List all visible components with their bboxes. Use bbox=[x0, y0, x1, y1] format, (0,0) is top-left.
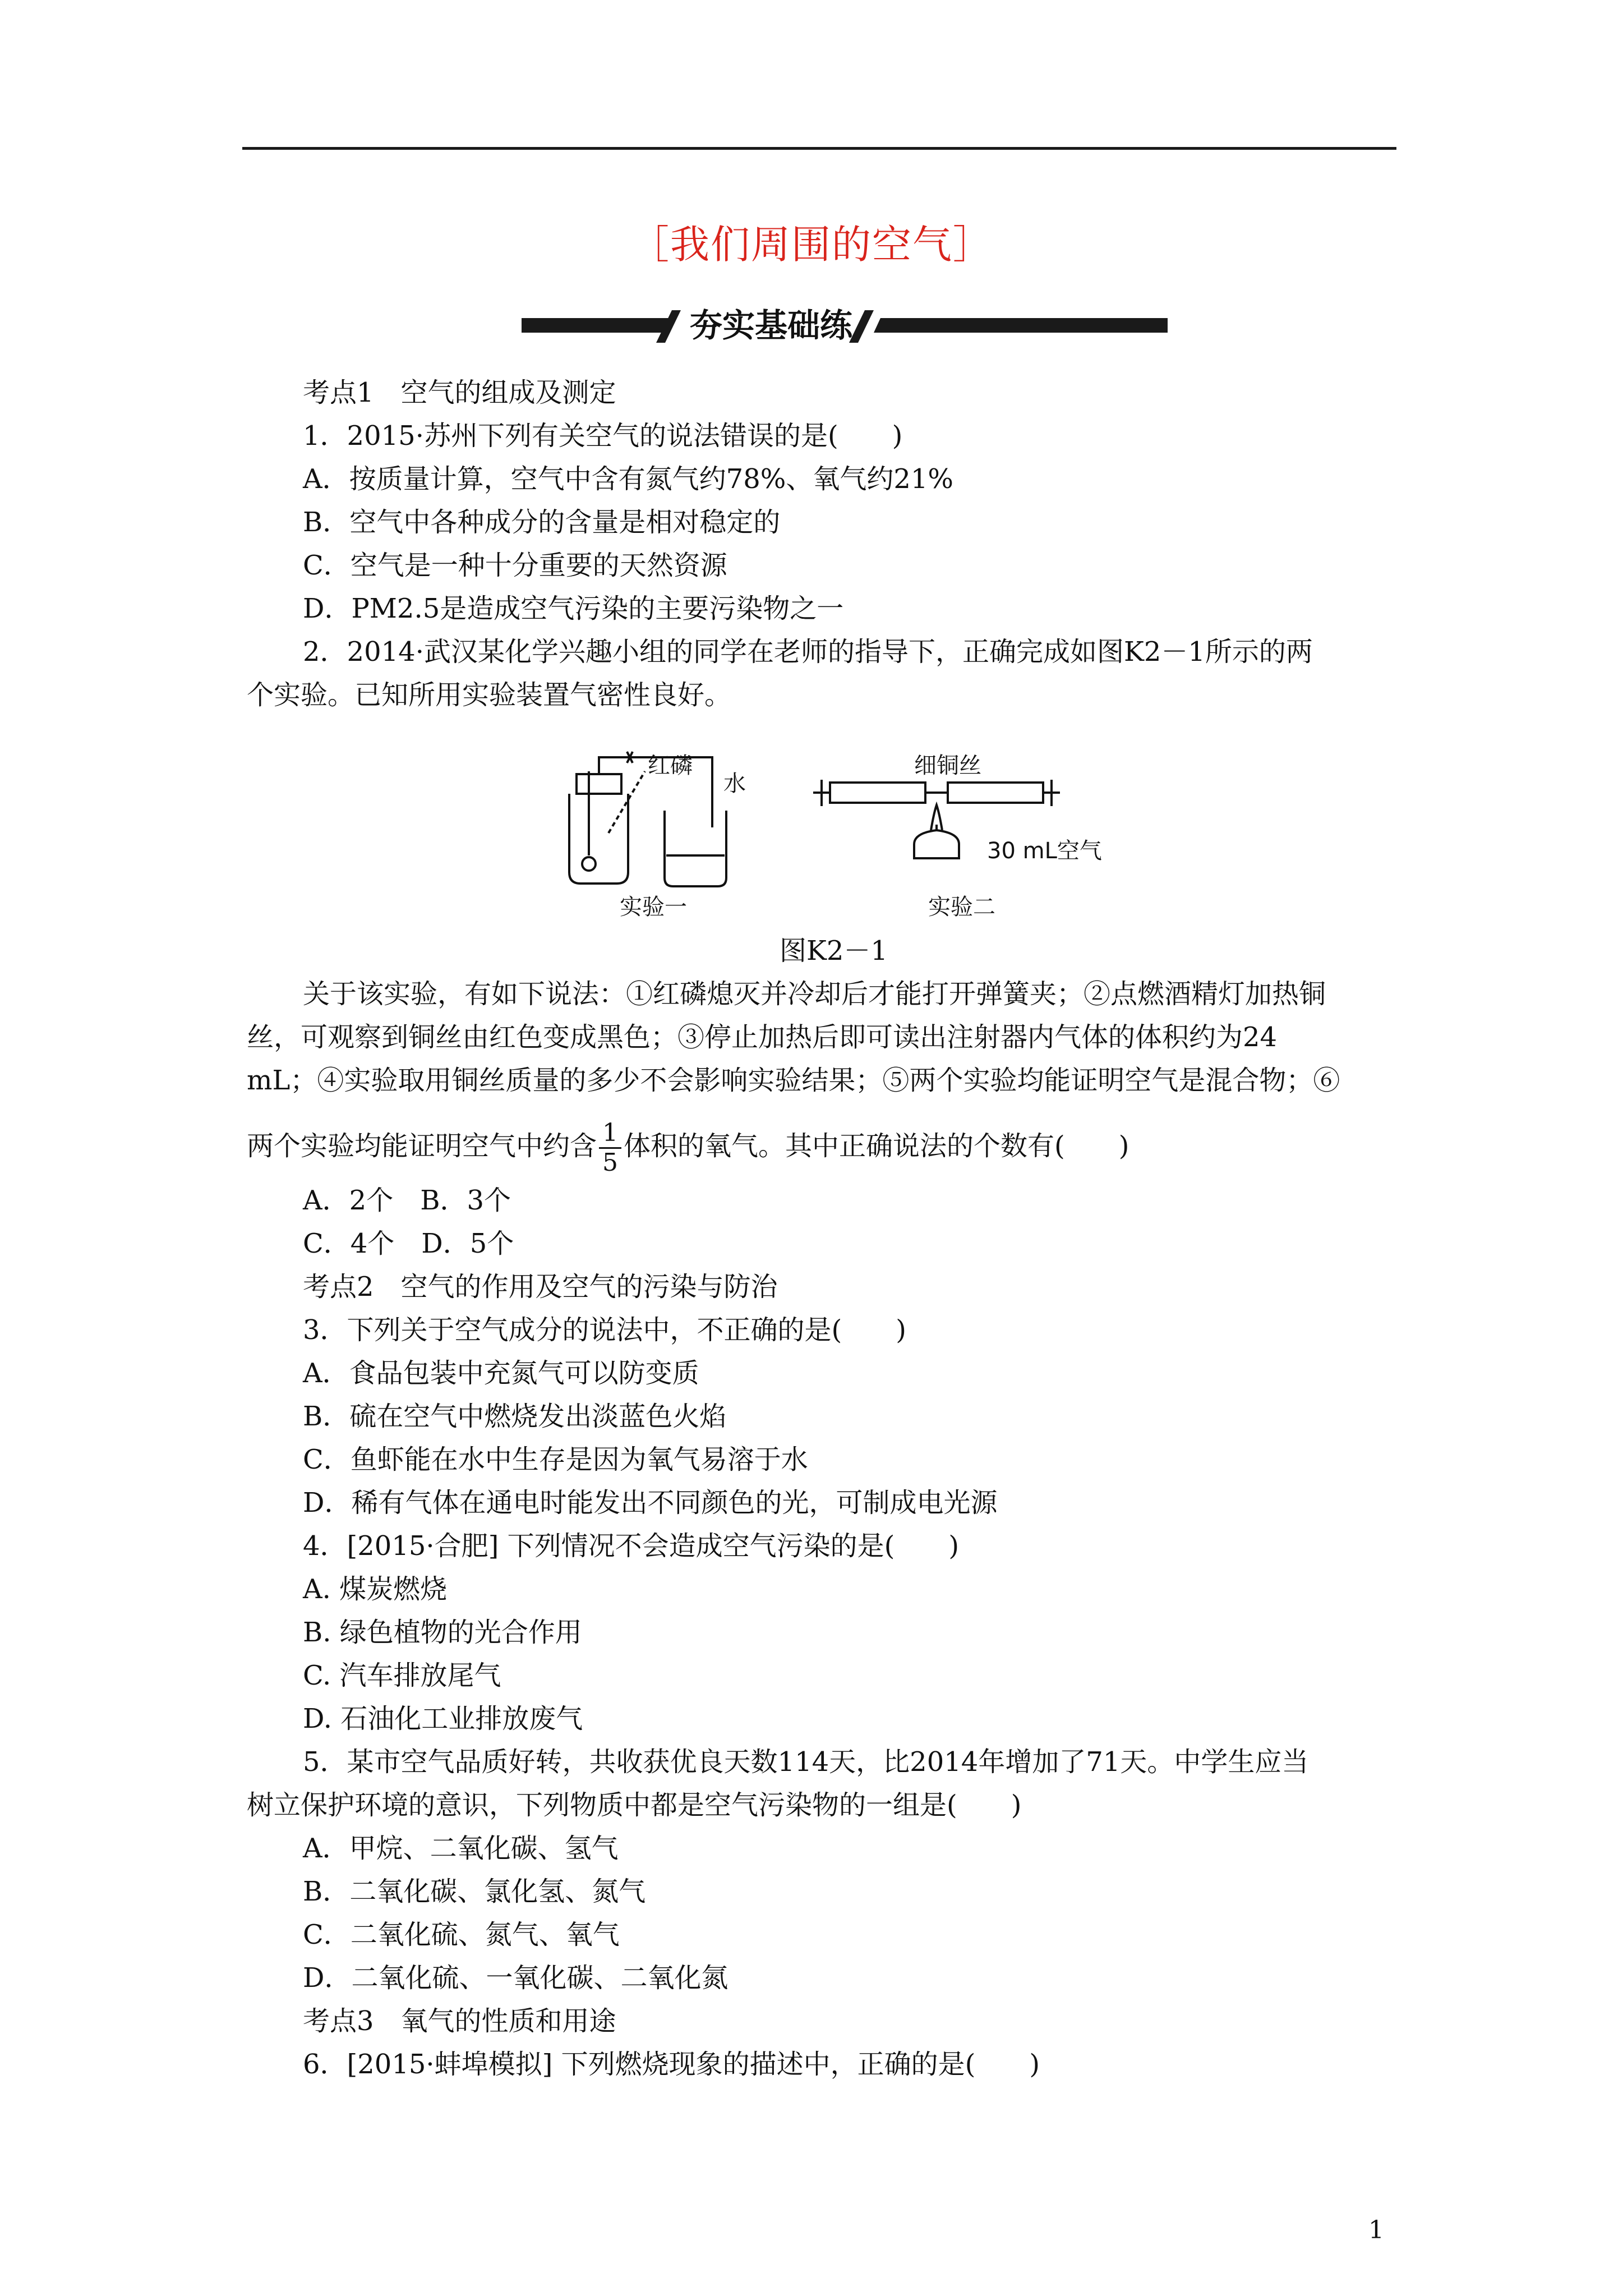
label-copper-wire: 细铜丝 bbox=[914, 753, 981, 779]
topic-heading-2: 考点2 空气的作用及空气的污染与防治 bbox=[303, 1271, 778, 1303]
q5-option-c: C．二氧化硫、氮气、氧气 bbox=[303, 1919, 620, 1950]
question-5-cont: 树立保护环境的意识，下列物质中都是空气污染物的一组是( ) bbox=[247, 1789, 1022, 1821]
question-5: 5．某市空气品质好转，共收获优良天数114天，比2014年增加了71天。中学生应当 bbox=[303, 1746, 1309, 1778]
q3-option-a: A．食品包装中充氮气可以防变质 bbox=[303, 1358, 699, 1389]
question-3: 3．下列关于空气成分的说法中，不正确的是( ) bbox=[303, 1314, 906, 1346]
question-2-statements-4 bbox=[247, 1119, 1129, 1177]
q1-option-c: C．空气是一种十分重要的天然资源 bbox=[303, 550, 727, 581]
q3-option-c: C．鱼虾能在水中生存是因为氧气易溶于水 bbox=[303, 1444, 808, 1475]
question-2-statements-2: 丝，可观察到铜丝由红色变成黑色；③停止加热后即可读出注射器内气体的体积约为24 bbox=[247, 1022, 1278, 1053]
q3-option-d: D．稀有气体在通电时能发出不同颜色的光，可制成电光源 bbox=[303, 1487, 998, 1519]
fraction-numerator: 1 bbox=[599, 1119, 621, 1149]
figure-caption: 图K2－1 bbox=[780, 935, 888, 967]
label-water: 水 bbox=[723, 771, 746, 797]
q4-option-b: B. 绿色植物的光合作用 bbox=[303, 1617, 582, 1648]
question-2-statements: 关于该实验，有如下说法：①红磷熄灭并冷却后才能打开弹簧夹；②点燃酒精灯加热铜 bbox=[303, 978, 1326, 1010]
q3-option-b: B．硫在空气中燃烧发出淡蓝色火焰 bbox=[303, 1401, 727, 1432]
q4-option-a: A. 煤炭燃烧 bbox=[303, 1573, 448, 1605]
fraction-one-fifth bbox=[599, 1119, 621, 1177]
caption-experiment-2: 实验二 bbox=[928, 894, 995, 920]
label-air-volume: 30 mL空气 bbox=[987, 838, 1102, 864]
q1-option-b: B．空气中各种成分的含量是相对稳定的 bbox=[303, 507, 781, 538]
q1-option-d: D．PM2.5是造成空气污染的主要污染物之一 bbox=[303, 593, 844, 624]
q5-option-d: D．二氧化硫、一氧化碳、二氧化氮 bbox=[303, 1962, 728, 1994]
q5-option-a: A．甲烷、二氧化碳、氢气 bbox=[303, 1833, 619, 1864]
label-red-phosphorus: 红磷 bbox=[648, 753, 693, 779]
page-title: ［我们周围的空气］ bbox=[630, 222, 993, 268]
header-rule bbox=[242, 147, 1396, 150]
question-2-cont: 个实验。已知所用实验装置气密性良好。 bbox=[247, 679, 732, 711]
q2-options-cd: C．4个 D．5个 bbox=[303, 1228, 514, 1259]
section-banner-text: 夯实基础练 bbox=[689, 306, 852, 344]
question-2: 2．2014·武汉某化学兴趣小组的同学在老师的指导下，正确完成如图K2－1所示的两 bbox=[303, 636, 1313, 668]
topic-heading-1: 考点1 空气的组成及测定 bbox=[303, 377, 616, 408]
statement-text-before-fraction: 两个实验均能证明空气中约含 bbox=[247, 1130, 597, 1162]
caption-experiment-1: 实验一 bbox=[620, 894, 687, 920]
fraction-denominator: 5 bbox=[602, 1148, 619, 1177]
question-4: 4．[2015·合肥] 下列情况不会造成空气污染的是( ) bbox=[303, 1530, 960, 1562]
q1-option-a: A．按质量计算，空气中含有氮气约78%、氧气约21% bbox=[303, 463, 954, 495]
question-2-statements-3: mL；④实验取用铜丝质量的多少不会影响实验结果；⑤两个实验均能证明空气是混合物；⑥ bbox=[247, 1065, 1340, 1096]
q4-option-c: C. 汽车排放尾气 bbox=[303, 1660, 501, 1691]
q5-option-b: B．二氧化碳、氯化氢、氮气 bbox=[303, 1876, 646, 1907]
question-6: 6．[2015·蚌埠模拟] 下列燃烧现象的描述中，正确的是( ) bbox=[303, 2049, 1040, 2080]
page-number: 1 bbox=[1368, 2216, 1384, 2244]
question-1: 1．2015·苏州下列有关空气的说法错误的是( ) bbox=[303, 420, 903, 452]
topic-heading-3: 考点3 氧气的性质和用途 bbox=[303, 2005, 616, 2037]
experiment-figure bbox=[555, 749, 1116, 934]
q4-option-d: D. 石油化工业排放废气 bbox=[303, 1703, 583, 1734]
q2-options-ab: A．2个 B．3个 bbox=[303, 1185, 511, 1216]
statement-text-after-fraction: 体积的氧气。其中正确说法的个数有( ) bbox=[624, 1130, 1129, 1162]
